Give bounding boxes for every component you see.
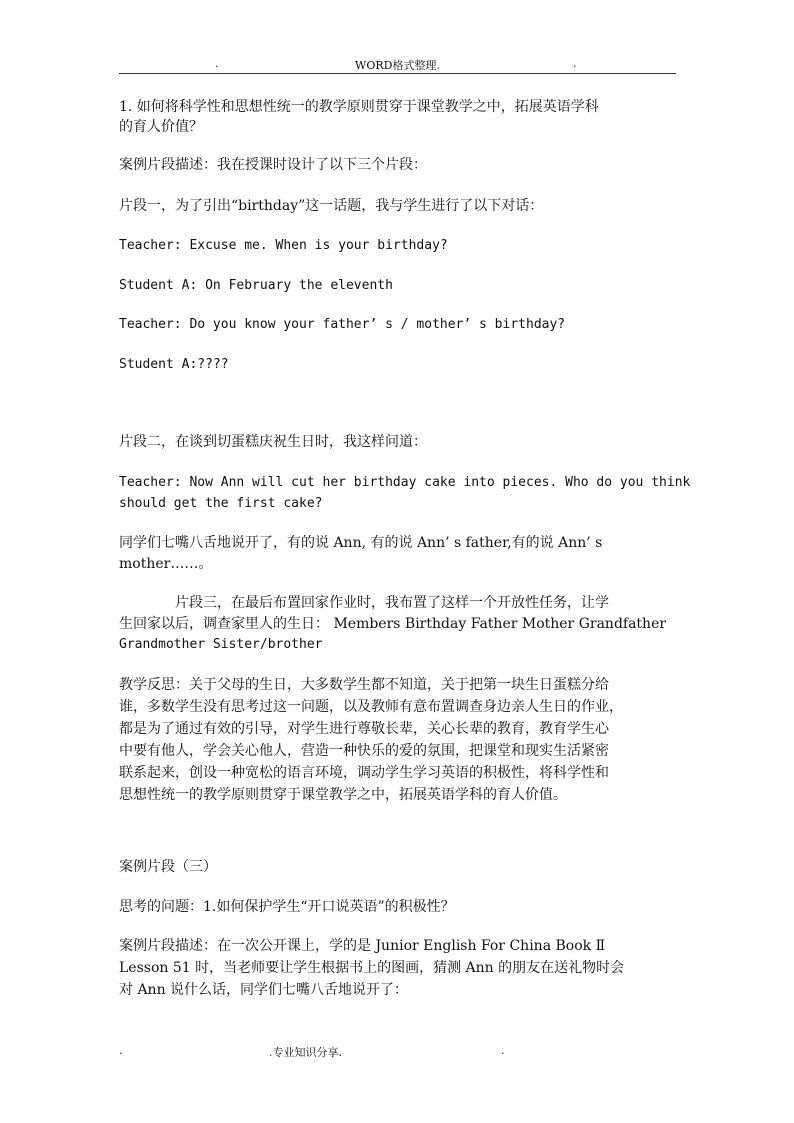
segment-2-teacher-line-2: should get the first cake? xyxy=(119,496,323,511)
header-dot-right: . xyxy=(573,57,577,70)
segment-3-line-1: 片段三，在最后布置回家作业时，我布置了这样一个开放性任务，让学 xyxy=(175,595,609,611)
segment-2-teacher-line-1: Teacher: Now Ann will cut her birthday cake into pieces. Who do you think xyxy=(119,475,691,490)
header-rule xyxy=(119,73,676,74)
reflection-line: 中要有他人，学会关心他人，营造一种快乐的爱的氛围，把课堂和现实生活紧密 xyxy=(119,743,609,759)
header-title: WORD格式整理. xyxy=(355,59,440,72)
segment-2-response-line-2: mother……。 xyxy=(119,556,213,572)
footer-dot-right: . xyxy=(501,1044,505,1057)
reflection-line: 谁，多数学生没有思考过这一问题，以及教师有意布置调查身边亲人生日的作业， xyxy=(119,699,623,715)
question-1-line-2: 的育人价值？ xyxy=(119,119,203,135)
segment-3-line-3: Grandmother Sister/brother xyxy=(119,637,323,652)
segment-1-heading: 片段一，为了引出“birthday”这一话题，我与学生进行了以下对话： xyxy=(119,198,544,214)
header-dot-left: . xyxy=(215,57,219,70)
case-3-desc-line-2: Lesson 51 时，当老师要让学生根据书上的图画，猜测 Ann 的朋友在送礼物时会 xyxy=(119,960,625,976)
reflection-line: 思想性统一的教学原则贯穿于课堂教学之中，拓展英语学科的育人价值。 xyxy=(119,787,567,803)
reflection-line: 都是为了通过有效的引导，对学生进行尊敬长辈，关心长辈的教育，教育学生心 xyxy=(119,721,609,737)
footer-dot-left: . xyxy=(119,1044,123,1057)
segment-2-heading: 片段二，在谈到切蛋糕庆祝生日时，我这样问道： xyxy=(119,434,427,450)
case-3-desc-line-1: 案例片段描述：在一次公开课上，学的是 Junior English For China Book Ⅱ xyxy=(119,938,606,954)
reflection-line: 联系起来，创设一种宽松的语言环境，调动学生学习英语的积极性，将科学性和 xyxy=(119,765,609,781)
case-description-intro: 案例片段描述：我在授课时设计了以下三个片段： xyxy=(119,157,427,173)
dialog-line: Teacher: Do you know your father’ s / mother’ s birthday? xyxy=(119,317,566,332)
segment-2-response-line-1: 同学们七嘴八舌地说开了，有的说 Ann, 有的说 Ann’ s father,有的说 Ann’ s xyxy=(119,535,603,551)
question-1-line-1: 1. 如何将科学性和思想性统一的教学原则贯穿于课堂教学之中，拓展英语学科 xyxy=(119,99,599,115)
dialog-line: Student A:???? xyxy=(119,357,229,372)
case-3-title: 案例片段（三） xyxy=(119,859,217,875)
page-footer xyxy=(119,1044,676,1060)
dialog-line: Teacher: Excuse me. When is your birthday? xyxy=(119,238,448,253)
reflection-line: 教学反思：关于父母的生日，大多数学生都不知道，关于把第一块生日蛋糕分给 xyxy=(119,677,609,693)
case-3-desc-line-3: 对 Ann 说什么话，同学们七嘴八舌地说开了： xyxy=(119,982,409,998)
segment-3-line-2: 生回家以后，调查家里人的生日： Members Birthday Father Mother Grandfather xyxy=(119,616,667,632)
case-3-question: 思考的问题：1.如何保护学生“开口说英语”的积极性？ xyxy=(119,899,455,915)
page-header xyxy=(119,57,676,73)
dialog-line: Student A: On February the eleventh xyxy=(119,278,393,293)
footer-text: .专业知识分享. xyxy=(269,1046,342,1059)
